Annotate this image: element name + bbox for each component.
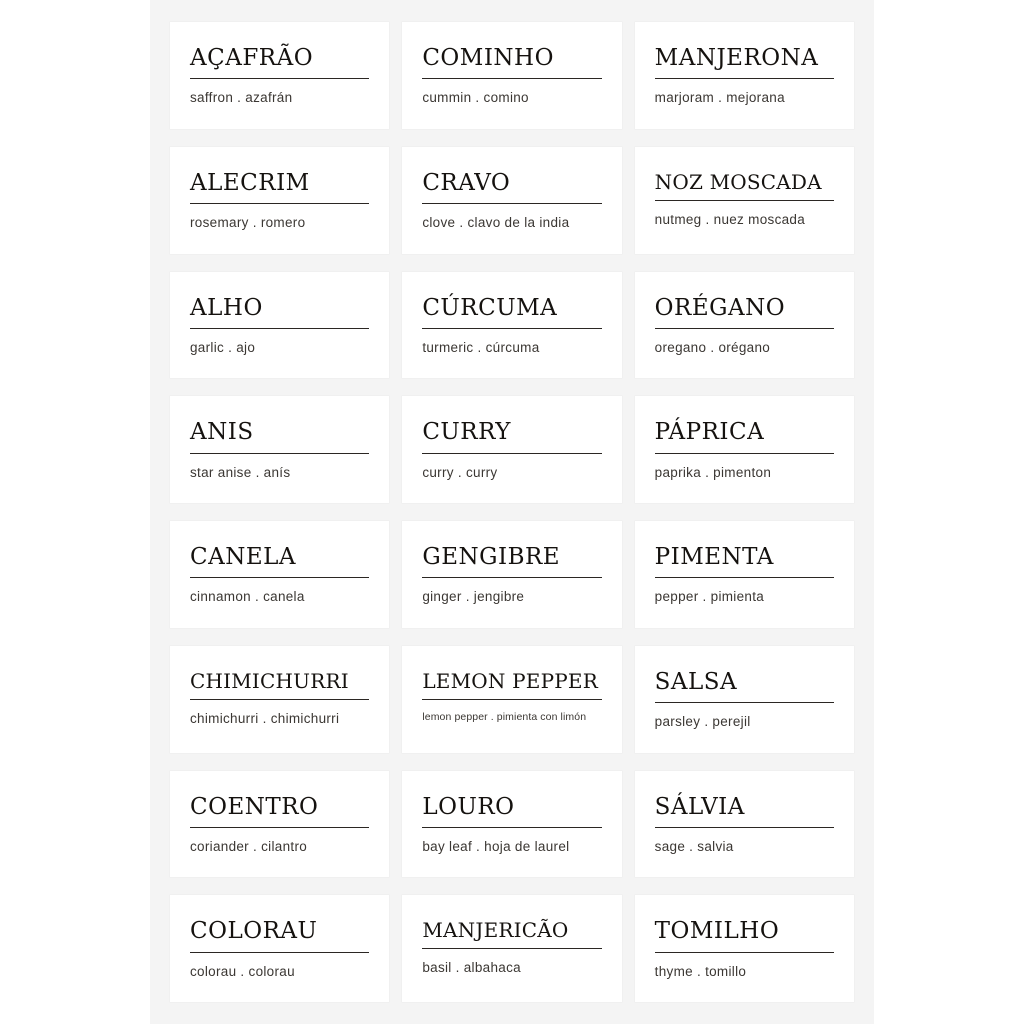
label-card[interactable] — [170, 895, 389, 1002]
label-card[interactable] — [402, 646, 621, 753]
label-card[interactable] — [402, 22, 621, 129]
label-name: NOZ MOSCADA — [655, 171, 834, 201]
label-card[interactable] — [402, 272, 621, 379]
label-translations: oregano . orégano — [654, 339, 771, 355]
label-translations: colorau . colorau — [190, 963, 295, 979]
label-name: ALHO — [190, 296, 369, 329]
label-translations: paprika . pimenton — [654, 464, 772, 480]
label-name: ALECRIM — [190, 171, 369, 204]
label-card[interactable] — [170, 396, 389, 503]
label-translations: chimichurri . chimichurri — [190, 710, 340, 726]
label-translations: basil . albahaca — [422, 960, 521, 976]
label-name: COENTRO — [190, 795, 369, 828]
label-card[interactable] — [635, 396, 854, 503]
label-translations: lemon pepper . pimienta con limón — [422, 710, 587, 723]
label-card[interactable] — [635, 895, 854, 1002]
label-card[interactable] — [170, 22, 389, 129]
label-card[interactable] — [635, 521, 854, 628]
label-translations: coriander . cilantro — [190, 838, 308, 854]
label-name: PÁPRICA — [655, 420, 834, 453]
label-grid — [168, 18, 856, 1006]
label-name: CÚRCUMA — [422, 296, 601, 329]
label-translations: curry . curry — [422, 464, 498, 480]
label-name: PIMENTA — [655, 545, 834, 578]
label-translations: star anise . anís — [190, 464, 291, 480]
label-name: CURRY — [422, 420, 601, 453]
label-card[interactable] — [170, 147, 389, 254]
label-translations: sage . salvia — [654, 838, 734, 854]
label-card[interactable] — [402, 147, 621, 254]
label-card[interactable] — [402, 895, 621, 1002]
label-name: ANIS — [190, 420, 369, 453]
label-name: COMINHO — [422, 46, 601, 79]
label-card[interactable] — [402, 396, 621, 503]
label-translations: saffron . azafrán — [190, 90, 293, 106]
label-translations: thyme . tomillo — [654, 963, 747, 979]
label-name: GENGIBRE — [422, 545, 601, 578]
label-translations: bay leaf . hoja de laurel — [422, 838, 570, 854]
label-translations: pepper . pimienta — [654, 589, 765, 605]
label-name: MANJERICÃO — [422, 919, 601, 949]
label-translations: marjoram . mejorana — [654, 90, 785, 106]
label-name: ORÉGANO — [655, 296, 834, 329]
label-card[interactable] — [402, 771, 621, 878]
label-card[interactable] — [635, 22, 854, 129]
label-name: CANELA — [190, 545, 369, 578]
label-card[interactable] — [170, 771, 389, 878]
label-name: LOURO — [422, 795, 601, 828]
label-name: SALSA — [655, 670, 834, 703]
label-card[interactable] — [170, 272, 389, 379]
label-name: AÇAFRÃO — [190, 46, 369, 79]
label-card[interactable] — [635, 272, 854, 379]
label-card[interactable] — [170, 521, 389, 628]
label-sheet — [150, 0, 874, 1024]
label-translations: turmeric . cúrcuma — [422, 339, 540, 355]
label-name: COLORAU — [190, 919, 369, 952]
label-name: MANJERONA — [655, 46, 834, 79]
label-card[interactable] — [170, 646, 389, 753]
label-translations: ginger . jengibre — [422, 589, 525, 605]
label-name: TOMILHO — [655, 919, 834, 952]
label-name: CHIMICHURRI — [190, 670, 369, 700]
label-card[interactable] — [402, 521, 621, 628]
label-name: LEMON PEPPER — [422, 670, 601, 700]
label-card[interactable] — [635, 771, 854, 878]
label-translations: nutmeg . nuez moscada — [654, 211, 806, 227]
label-translations: clove . clavo de la india — [422, 215, 570, 231]
label-name: SÁLVIA — [655, 795, 834, 828]
label-name: CRAVO — [422, 171, 601, 204]
label-translations: garlic . ajo — [190, 339, 256, 355]
label-translations: parsley . perejil — [654, 714, 751, 730]
label-card[interactable] — [635, 646, 854, 753]
label-translations: rosemary . romero — [190, 215, 306, 231]
label-translations: cummin . comino — [422, 90, 529, 106]
label-translations: cinnamon . canela — [190, 589, 305, 605]
label-card[interactable] — [635, 147, 854, 254]
